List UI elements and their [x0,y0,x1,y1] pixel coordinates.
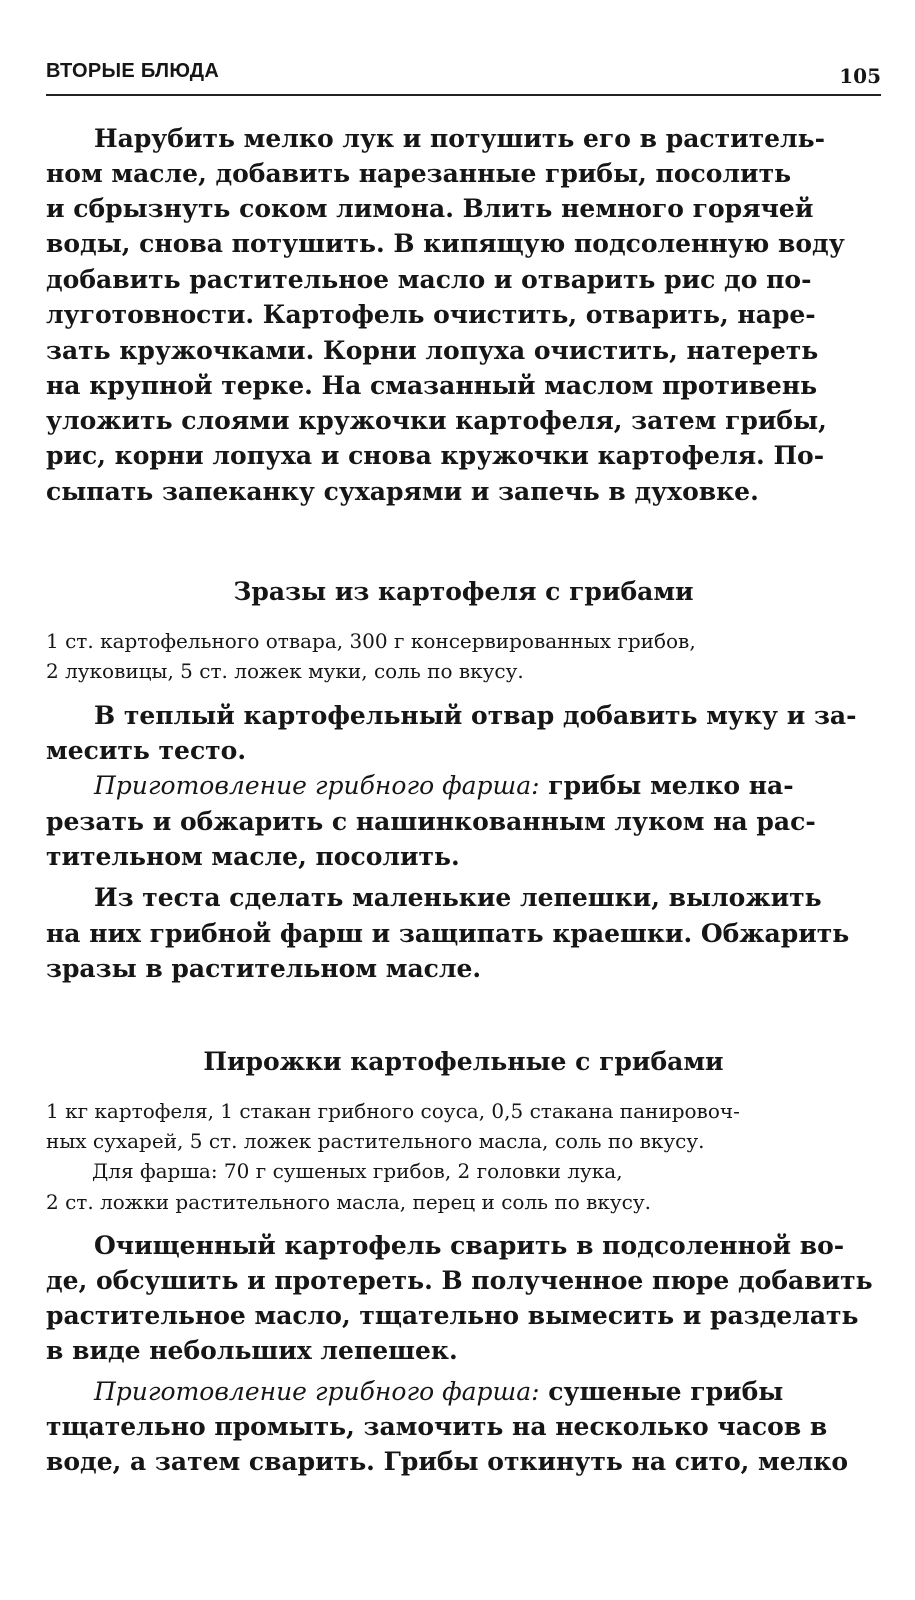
step-line [94,770,881,802]
page-header [46,58,881,88]
recipe-title: Зразы из картофеля с грибами [233,577,694,606]
step-text: сушеные грибы [548,1377,784,1406]
step-line: тительном масле, посолить. [46,842,460,871]
step-line: растительное масло, тщательно вымесить и разделать [46,1301,859,1330]
ingredients-line: Для фарша: 70 г сушеных грибов, 2 головки лука, [92,1159,623,1183]
ingredients-line: 1 ст. картофельного отвара, 300 г консервированных грибов, [46,629,696,653]
step-line: зразы в растительном масле. [46,954,482,983]
intro-line: Нарубить мелко лук и потушить его в раститель- [94,124,826,153]
step-line: на них грибной фарш и защипать краешки. Обжарить [46,919,850,948]
step-line: В теплый картофельный отвар добавить муку и за- [94,701,857,730]
step-line: Из теста сделать маленькие лепешки, выложить [94,883,822,912]
step-line: в виде небольших лепешек. [46,1336,458,1365]
step-line: Очищенный картофель сварить в подсоленной во- [94,1231,845,1260]
recipe-title: Пирожки картофельные с грибами [203,1047,724,1076]
ingredients-line: 2 ст. ложки растительного масла, перец и соль по вкусу. [46,1190,651,1214]
step-line [94,1376,881,1408]
intro-line: на крупной терке. На смазанный маслом противень [46,371,818,400]
intro-line: уложить слоями кружочки картофеля, затем грибы, [46,406,827,435]
intro-line: и сбрызнуть соком лимона. Влить немного горячей [46,194,814,223]
step-line: воде, а затем сварить. Грибы откинуть на сито, мелко [46,1447,849,1476]
step-line: де, обсушить и протереть. В полученное пюре добавить [46,1266,873,1295]
running-head: ВТОРЫЕ БЛЮДА [46,60,220,82]
header-rule [46,94,881,96]
page-number: 105 [839,64,881,88]
ingredients-line: 1 кг картофеля, 1 стакан грибного соуса, 0,5 стакана панировоч- [46,1099,740,1123]
intro-line: зать кружочками. Корни лопуха очистить, натереть [46,336,819,365]
intro-line: воды, снова потушить. В кипящую подсоленную воду [46,229,845,258]
step-text: грибы мелко на- [548,771,794,800]
intro-line: рис, корни лопуха и снова кружочки картофеля. По- [46,441,825,470]
step-line: тщательно промыть, замочить на несколько часов в [46,1412,828,1441]
prep-label: Приготовление грибного фарша: [94,1377,540,1406]
intro-line: добавить растительное масло и отварить рис до по- [46,265,812,294]
intro-line: луготовности. Картофель очистить, отварить, наре- [46,300,816,329]
intro-line: ном масле, добавить нарезанные грибы, посолить [46,159,792,188]
prep-label: Приготовление грибного фарша: [94,771,540,800]
ingredients-line: 2 луковицы, 5 ст. ложек муки, соль по вкусу. [46,659,524,683]
ingredients-line: ных сухарей, 5 ст. ложек растительного масла, соль по вкусу. [46,1129,705,1153]
intro-line: сыпать запеканку сухарями и запечь в духовке. [46,477,759,506]
step-line: месить тесто. [46,736,247,765]
step-line: резать и обжарить с нашинкованным луком на рас- [46,807,816,836]
